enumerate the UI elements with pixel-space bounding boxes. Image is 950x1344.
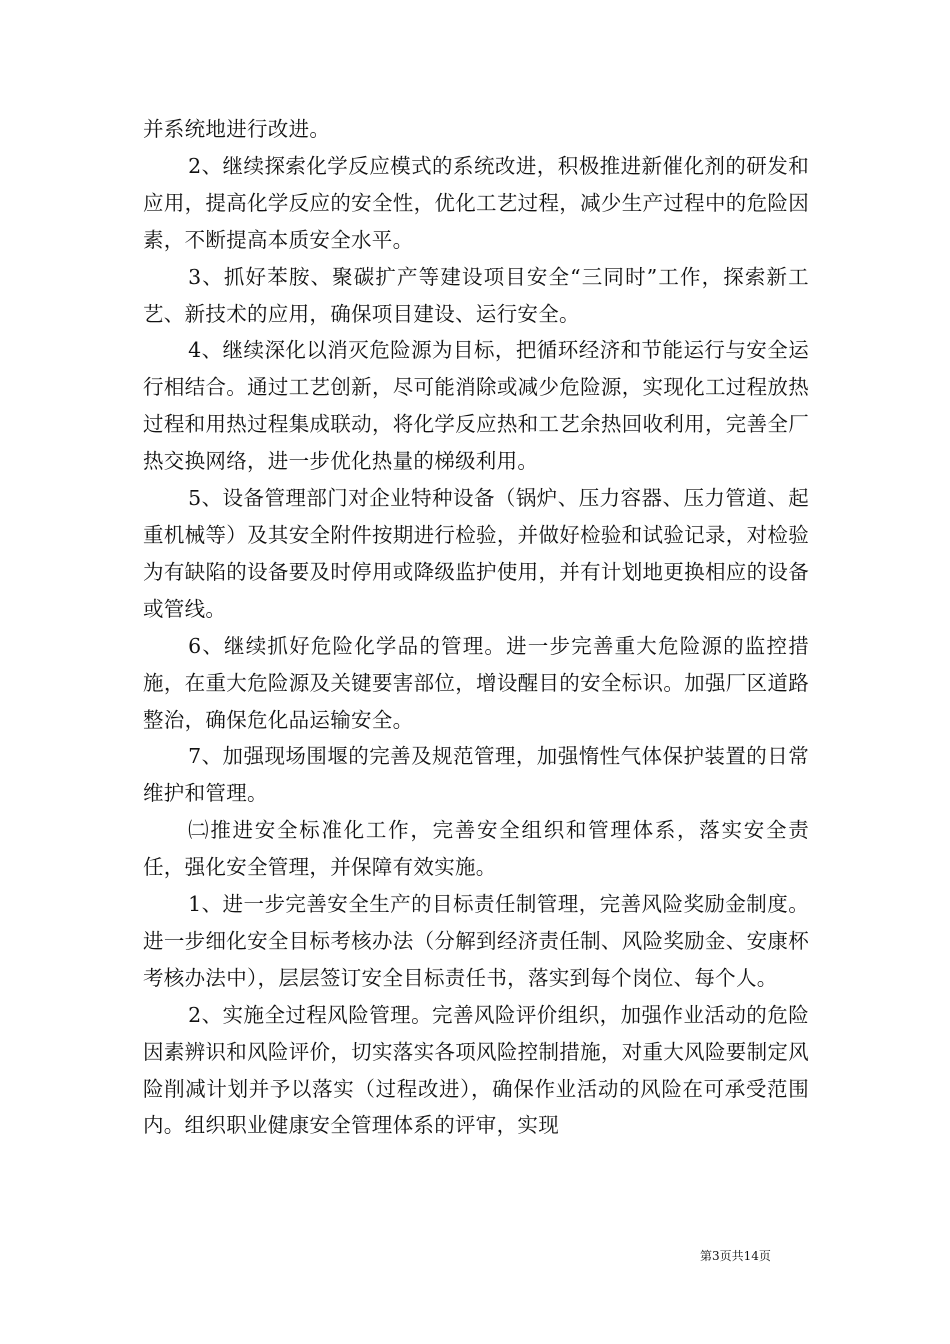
- document-body: [143, 111, 809, 1144]
- paragraph-item-1b: 1、进一步完善安全生产的目标责任制管理，完善风险奖励金制度。进一步细化安全目标考核办法（分解到经济责任制、风险奖励金、安康杯考核办法中），层层签订安全目标责任书，落实到每个岗位、每个人。: [143, 892, 809, 990]
- paragraph-item-4: 4、继续深化以消灭危险源为目标，把循环经济和节能运行与安全运行相结合。通过工艺创新，尽可能消除或减少危险源，实现化工过程放热过程和用热过程集成联动，将化学反应热和工艺余热回收利用，完善全厂热交换网络，进一步优化热量的梯级利用。: [143, 338, 809, 474]
- page-number: 第3页共14页: [700, 1249, 771, 1263]
- section-heading-2: ㈡推进安全标准化工作，完善安全组织和管理体系，落实安全责任，强化安全管理，并保障有效实施。: [143, 818, 809, 880]
- paragraph-item-3: 3、抓好苯胺、聚碳扩产等建设项目安全“三同时”工作，探索新工艺、新技术的应用，确保项目建设、运行安全。: [143, 264, 809, 326]
- paragraph-item-2: 2、继续探索化学反应模式的系统改进，积极推进新催化剂的研发和应用，提高化学反应的安全性，优化工艺过程，减少生产过程中的危险因素，不断提高本质安全水平。: [143, 153, 809, 252]
- paragraph-item-2b: 2、实施全过程风险管理。完善风险评价组织，加强作业活动的危险因素辨识和风险评价，切实落实各项风险控制措施，对重大风险要制定风险削减计划并予以落实（过程改进），确保作业活动的风险在可承受范围内。组织职业健康安全管理体系的评审，实现: [143, 1002, 809, 1138]
- paragraph-continuation: 并系统地进行改进。: [143, 117, 331, 141]
- paragraph-item-6: 6、继续抓好危险化学品的管理。进一步完善重大危险源的监控措施，在重大危险源及关键要害部位，增设醒目的安全标识。加强厂区道路整治，确保危化品运输安全。: [143, 633, 809, 732]
- paragraph-item-5: 5、设备管理部门对企业特种设备（锅炉、压力容器、压力管道、起重机械等）及其安全附件按期进行检验，并做好检验和试验记录，对检验为有缺陷的设备要及时停用或降级监护使用，并有计划地更换相应的设备或管线。: [143, 486, 809, 621]
- paragraph-item-7: 7、加强现场围堰的完善及规范管理，加强惰性气体保护装置的日常维护和管理。: [143, 744, 809, 806]
